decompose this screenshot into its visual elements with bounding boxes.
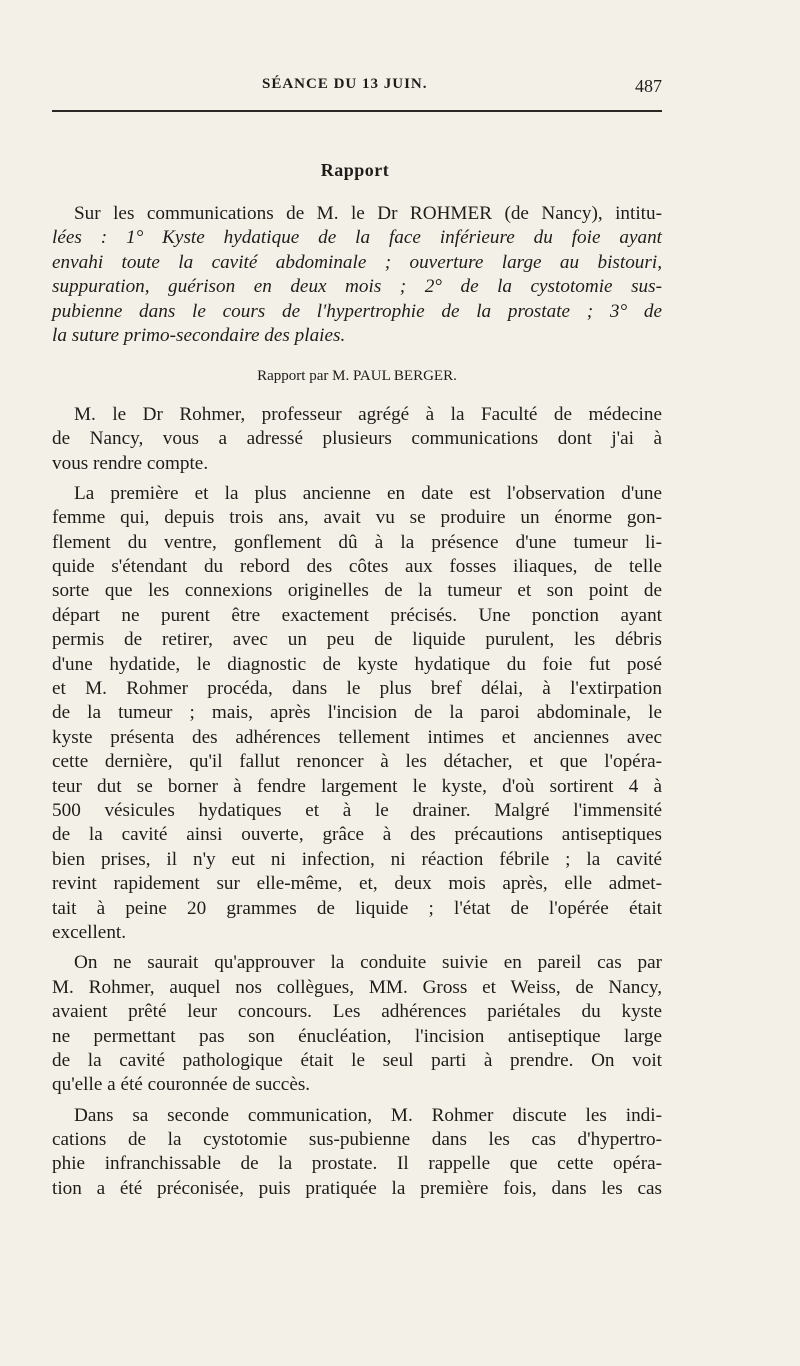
paragraph-line: revint rapidement sur elle-même, et, deux mois après, elle admet-	[52, 873, 662, 895]
paragraph-line: cations de la cystotomie sus-pubienne dans les cas d'hypertro-	[52, 1129, 662, 1151]
paragraph-line: permis de retirer, avec un peu de liquide purulent, les débris	[52, 629, 662, 651]
paragraph-line: sorte que les connexions originelles de la tumeur et son point de	[52, 580, 662, 602]
report-line: suppuration, guérison en deux mois ; 2° de la cystotomie sus-	[52, 276, 662, 298]
paragraph-line: qu'elle a été couronnée de succès.	[52, 1074, 311, 1096]
paragraph-line: phie infranchissable de la prostate. Il rappelle que cette opéra-	[52, 1153, 662, 1175]
paragraph-line: On ne saurait qu'approuver la conduite suivie en pareil cas par	[74, 952, 662, 974]
paragraph-line: Dans sa seconde communication, M. Rohmer discute les indi-	[74, 1104, 662, 1126]
paragraph-line: de Nancy, vous a adressé plusieurs communications dont j'ai à	[52, 428, 662, 450]
byline: Rapport par M. PAUL BERGER.	[257, 368, 457, 385]
paragraph-line: de la cavité pathologique était le seul parti à prendre. On voit	[52, 1049, 662, 1071]
page-header	[52, 76, 662, 100]
report-line: lées : 1° Kyste hydatique de la face inférieure du foie ayant	[52, 227, 662, 249]
paragraph-line: teur dut se borner à fendre largement le kyste, d'où sortirent 4 à	[52, 775, 662, 797]
paragraph-line: d'une hydatide, le diagnostic de kyste hydatique du foie fut posé	[52, 653, 662, 675]
report-line: Sur les communications de M. le Dr ROHMER (de Nancy), intitu-	[74, 203, 662, 224]
paragraph-line: vous rendre compte.	[52, 452, 209, 474]
paragraph-line: bien prises, il n'y eut ni infection, ni réaction fébrile ; la cavité	[52, 848, 662, 870]
body-text	[52, 202, 662, 1201]
paragraph-line: et M. Rohmer procéda, dans le plus bref délai, à l'extirpation	[52, 678, 662, 700]
paragraph-line: quide s'étendant du rebord des côtes aux fosses iliaques, de telle	[52, 556, 662, 578]
paragraph-line: ne permettant pas son énucléation, l'incision antiseptique large	[52, 1025, 662, 1047]
paragraph-line: La première et la plus ancienne en date est l'observation d'une	[74, 482, 662, 504]
paragraph-line: excellent.	[52, 921, 127, 943]
paragraph-line: avaient prêté leur concours. Les adhérences pariétales du kyste	[52, 1001, 662, 1023]
paragraph-line: M. Rohmer, auquel nos collègues, MM. Gross et Weiss, de Nancy,	[52, 976, 662, 998]
paragraph-line: de la cavité ainsi ouverte, grâce à des précautions antiseptiques	[52, 824, 662, 846]
paragraph-line: cette dernière, qu'il fallut renoncer à les détacher, et que l'opéra-	[52, 751, 662, 773]
report-line: envahi toute la cavité abdominale ; ouverture large au bistouri,	[52, 251, 662, 273]
paragraph-line: kyste présenta des adhérences tellement intimes et anciennes avec	[52, 726, 662, 748]
paragraph-line: femme qui, depuis trois ans, avait vu se produire un énorme gon-	[52, 507, 662, 529]
paragraph-line: départ ne purent être exactement précisés. Une ponction ayant	[52, 604, 662, 626]
paragraph-line: 500 vésicules hydatiques et à le drainer. Malgré l'immensité	[52, 799, 662, 821]
paragraph-line: tait à peine 20 grammes de liquide ; l'état de l'opérée était	[52, 897, 662, 919]
report-line: pubienne dans le cours de l'hypertrophie de la prostate ; 3° de	[52, 300, 662, 322]
paragraph-line: M. le Dr Rohmer, professeur agrégé à la Faculté de médecine	[74, 403, 662, 425]
header-rule	[52, 110, 662, 112]
section-title: Rapport	[320, 160, 390, 180]
report-line: la suture primo-secondaire des plaies.	[52, 324, 346, 346]
page-number: 487	[635, 76, 662, 96]
paragraph-line: flement du ventre, gonflement dû à la présence d'une tumeur li-	[52, 531, 662, 553]
running-head: SÉANCE DU 13 JUIN.	[262, 76, 428, 92]
paragraph-line: de la tumeur ; mais, après l'incision de la paroi abdominale, le	[52, 702, 662, 724]
paragraph-line: tion a été préconisée, puis pratiquée la première fois, dans les cas	[52, 1177, 662, 1199]
